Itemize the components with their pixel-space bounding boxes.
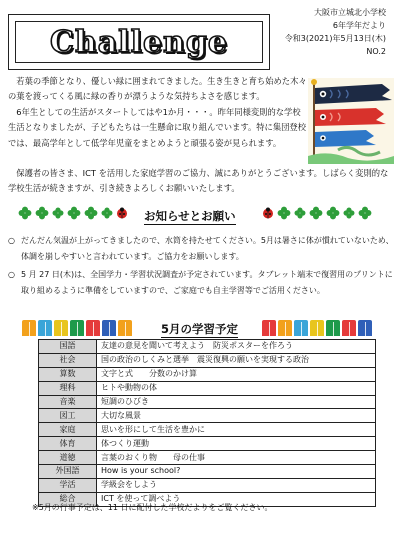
subject-cell: 理科 [39, 381, 97, 395]
intro-text-wide [8, 166, 392, 197]
table-row [39, 465, 376, 479]
ladybug-icon [262, 207, 274, 219]
book-row-right [262, 320, 372, 336]
intro-text [8, 74, 308, 151]
book-icon [262, 320, 276, 336]
table-row [39, 367, 376, 381]
school-info [285, 6, 386, 58]
subject-cell: 総合 [39, 492, 97, 506]
intro-paragraph-2: 6年生としての生活がスタートしてはや1か月・・・。昨年同様変則的な学校生活となりましたが、子どもたちは一生懸命に取り組んでいます。特に集団登校では、最高学年として低学年児童をまとめようと頑張る姿が見られます。 [8, 106, 307, 148]
content-cell: 国の政治のしくみと選挙 震災復興の願いを実現する政治 [97, 353, 376, 367]
subject-cell: 学活 [39, 478, 97, 492]
schedule-section-title: 5月の学習予定 [161, 322, 239, 336]
content-cell: ICT を使って調べよう [97, 492, 376, 506]
news-item-line: だんだん気温が上がってきましたので、水筒を持たせてください。5月は暑さに体が慣れていないため、 [21, 236, 394, 245]
content-cell: 短調のひびき [97, 395, 376, 409]
news-section-title: お知らせとお願い [144, 209, 236, 223]
subject-cell: 道徳 [39, 451, 97, 465]
content-cell: 友達の意見を聞いて考えよう 防災ポスターを作ろう [97, 340, 376, 354]
clover-icon [101, 207, 113, 219]
table-row [39, 353, 376, 367]
table-row [39, 478, 376, 492]
table-row [39, 437, 376, 451]
clover-icon [84, 206, 98, 220]
intro-paragraph-3: 保護者の皆さま、ICT を活用した家庭学習のご協力、誠にありがとうございます。しばらく変則的な学校生活が続きますが、引き続きよろしくお願いいたします。 [8, 168, 389, 194]
table-row [39, 409, 376, 423]
content-cell: 文字と式 分数のかけ算 [97, 367, 376, 381]
clover-icon [358, 206, 372, 220]
news-item-line: 5 月 27 日(木)は、全国学力・学習状況調査が予定されています。タブレット端末で復習用のプリントに [21, 270, 393, 279]
carp-streamer-illustration [308, 78, 394, 164]
news-item-2 [8, 267, 396, 298]
newsletter-grade: 6年学年だより [332, 21, 386, 30]
book-icon [118, 320, 132, 336]
content-cell: 言葉のおくり物 母の仕事 [97, 451, 376, 465]
clover-row-right [262, 206, 372, 220]
book-icon [342, 320, 356, 336]
subject-cell: 体育 [39, 437, 97, 451]
news-item-line: 取り組めるように準備をしていますので、ご家庭でも自主学習等でご活用ください。 [21, 285, 325, 295]
book-icon [22, 320, 36, 336]
news-item-1 [8, 233, 396, 264]
content-cell: 大切な風景 [97, 409, 376, 423]
content-cell: 思いを形にして生活を豊かに [97, 423, 376, 437]
title-banner [8, 14, 270, 70]
table-row [39, 381, 376, 395]
intro-paragraph-1: 若葉の季節となり、優しい緑に囲まれてきました。生き生きと育ち始めた木々の葉を渡ってくる風に緑の香りが漂うような気持ちよさを感じます。 [8, 76, 307, 102]
news-item-bullet: ○ [8, 270, 15, 279]
subject-cell: 外国語 [39, 465, 97, 479]
subject-cell: 国語 [39, 340, 97, 354]
book-icon [310, 320, 324, 336]
content-cell: 学級会をしよう [97, 478, 376, 492]
subject-cell: 算数 [39, 367, 97, 381]
table-row [39, 451, 376, 465]
news-item-line: 体調を崩しやすいと言われています。ご協力をお願いします。 [21, 251, 244, 261]
book-icon [294, 320, 308, 336]
clover-icon [35, 206, 49, 220]
clover-icon [52, 207, 64, 219]
book-icon [358, 320, 372, 336]
issue-number: NO.2 [366, 47, 386, 56]
subject-cell: 図工 [39, 409, 97, 423]
book-icon [102, 320, 116, 336]
clover-icon [277, 206, 291, 220]
clover-icon [343, 207, 355, 219]
newsletter-title: Challenge [50, 24, 228, 60]
title-banner-frame [15, 21, 263, 63]
book-icon [70, 320, 84, 336]
content-cell: How is your school? [97, 465, 376, 479]
clover-icon [309, 206, 323, 220]
clover-icon [294, 207, 306, 219]
news-item-bullet: ○ [8, 236, 15, 245]
schedule-footnote: ※5月の行事予定は、11 日に配付した学校だよりをご覧ください。 [32, 503, 273, 512]
clover-icon [18, 206, 32, 220]
book-icon [54, 320, 68, 336]
table-row [39, 423, 376, 437]
clover-row-left [18, 206, 128, 220]
content-cell: ヒトや動物の体 [97, 381, 376, 395]
book-icon [326, 320, 340, 336]
issue-date: 令和3(2021)年5月13日(木) [284, 34, 386, 43]
ladybug-icon [116, 207, 128, 219]
book-icon [278, 320, 292, 336]
subject-cell: 社会 [39, 353, 97, 367]
clover-icon [326, 206, 340, 220]
book-icon [38, 320, 52, 336]
school-name: 大阪市立城北小学校 [314, 8, 386, 17]
content-cell: 体つくり運動 [97, 437, 376, 451]
book-row-left [22, 320, 132, 336]
table-row [39, 395, 376, 409]
subject-cell: 家庭 [39, 423, 97, 437]
clover-icon [67, 206, 81, 220]
schedule-table [38, 339, 376, 507]
book-icon [86, 320, 100, 336]
subject-cell: 音楽 [39, 395, 97, 409]
table-row [39, 340, 376, 354]
